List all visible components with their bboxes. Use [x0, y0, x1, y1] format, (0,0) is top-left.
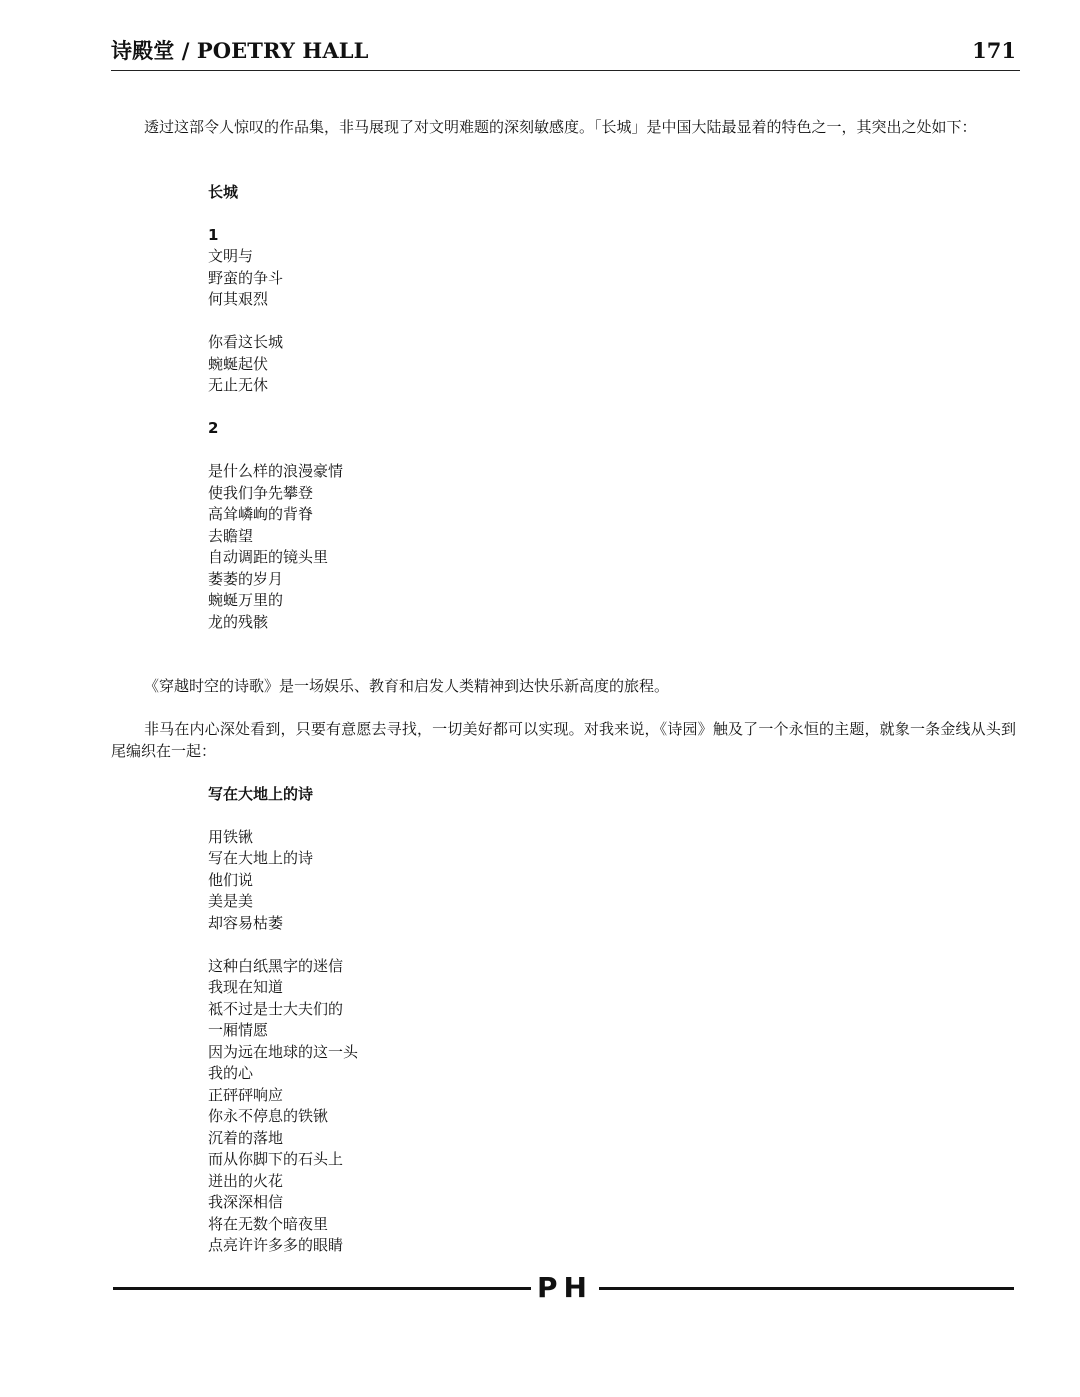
footer-rule-right	[599, 1287, 1014, 1290]
section-number: 2	[208, 419, 219, 437]
paragraph-journey: 《穿越时空的诗歌》是一场娱乐、教育和启发人类精神到达快乐新高度的旅程。	[144, 677, 670, 695]
poem-line: 我的心	[208, 1064, 254, 1082]
poem-line: 一厢情愿	[208, 1021, 269, 1039]
poem-line: 我现在知道	[208, 978, 284, 996]
page-number: 171	[972, 38, 1016, 63]
poem-line: 萎萎的岁月	[208, 569, 284, 588]
section-number: 1	[208, 225, 219, 244]
poem-line: 何其艰烈	[208, 290, 269, 308]
poem-line: 美是美	[208, 892, 254, 910]
poem-line: 祗不过是士大夫们的	[208, 999, 344, 1018]
poem-line: 将在无数个暗夜里	[208, 1214, 329, 1233]
poem-great-wall	[208, 182, 1016, 634]
poem-line: 蜿蜒万里的	[208, 591, 284, 609]
poem-written-on-earth	[208, 784, 1016, 1257]
footer-logo-mark: PH	[537, 1271, 593, 1304]
poem-line: 文明与	[208, 247, 254, 265]
poem-title: 长城	[208, 182, 239, 201]
poem-line: 你看这长城	[208, 333, 284, 351]
article-body	[111, 117, 1016, 1257]
intro-paragraph: 透过这部令人惊叹的作品集，非马展现了对文明难题的深刻敏感度。「长城」是中国大陆最显着的特色之一，其突出之处如下：	[144, 118, 977, 136]
poem-line: 我深深相信	[208, 1193, 284, 1211]
poem-line: 这种白纸黑字的迷信	[208, 956, 344, 975]
page-header	[111, 36, 1020, 71]
poem-line: 自动调距的镜头里	[208, 548, 329, 566]
poem-line: 高耸嶙峋的背脊	[208, 505, 314, 523]
poem-line: 蜿蜒起伏	[208, 354, 269, 373]
poem-line: 野蛮的争斗	[208, 268, 284, 287]
poem-line: 他们说	[208, 870, 254, 889]
footer-rule-left	[113, 1287, 531, 1290]
poem-line: 点亮许许多多的眼睛	[208, 1236, 344, 1254]
poem-line: 却容易枯萎	[208, 913, 284, 932]
poem-line: 是什么样的浪漫豪情	[208, 462, 344, 480]
poem-title: 写在大地上的诗	[208, 784, 314, 803]
poem-line: 因为远在地球的这一头	[208, 1042, 359, 1061]
poem-line: 使我们争先攀登	[208, 483, 314, 502]
poem-line: 沉着的落地	[208, 1128, 284, 1147]
poem-line: 用铁锹	[208, 827, 254, 846]
poem-line: 写在大地上的诗	[208, 849, 314, 867]
page-footer	[113, 1268, 1014, 1308]
journal-title: 诗殿堂 / POETRY HALL	[111, 38, 369, 63]
poem-line: 无止无休	[208, 376, 269, 394]
poem-line: 迸出的火花	[208, 1171, 284, 1190]
poem-line: 龙的残骸	[208, 612, 269, 631]
poem-line: 你永不停息的铁锹	[208, 1107, 329, 1125]
paragraph-poetry-garden: 非马在内心深处看到，只要有意愿去寻找，一切美好都可以实现。对我来说，《诗园》触及了一个永恒的主题，就象一条金线从头到尾编织在一起：	[111, 720, 1016, 760]
poem-line: 而从你脚下的石头上	[208, 1150, 344, 1168]
poem-line: 正砰砰响应	[208, 1085, 284, 1104]
poem-line: 去瞻望	[208, 526, 254, 545]
